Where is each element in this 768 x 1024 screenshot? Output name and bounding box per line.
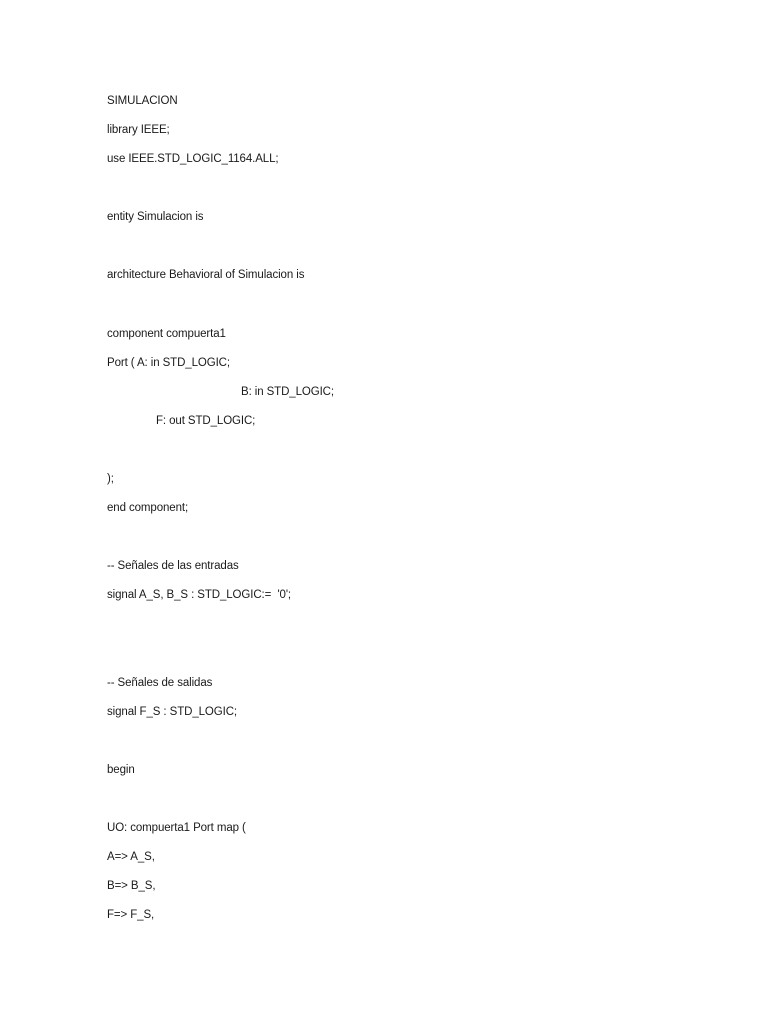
code-line: B=> B_S, xyxy=(107,880,156,892)
code-line: library IEEE; xyxy=(107,124,170,136)
code-line: end component; xyxy=(107,502,189,514)
code-line: signal F_S : STD_LOGIC; xyxy=(107,706,237,718)
code-line: begin xyxy=(107,764,135,776)
code-comment: -- Señales de salidas xyxy=(107,677,213,689)
code-line: architecture Behavioral of Simulacion is xyxy=(107,269,305,281)
code-line: use IEEE.STD_LOGIC_1164.ALL; xyxy=(107,153,279,165)
code-line: F=> F_S, xyxy=(107,909,155,921)
code-line: UO: compuerta1 Port map ( xyxy=(107,822,246,834)
code-line: Port ( A: in STD_LOGIC; xyxy=(107,357,230,369)
code-line: component compuerta1 xyxy=(107,328,226,340)
code-line: entity Simulacion is xyxy=(107,211,204,223)
code-line: B: in STD_LOGIC; xyxy=(241,386,334,398)
code-comment: -- Señales de las entradas xyxy=(107,560,239,572)
code-line: F: out STD_LOGIC; xyxy=(156,415,256,427)
doc-heading: SIMULACION xyxy=(107,95,178,107)
code-line: signal A_S, B_S : STD_LOGIC:= '0'; xyxy=(107,589,292,601)
code-line: ); xyxy=(107,473,114,485)
code-line: A=> A_S, xyxy=(107,851,155,863)
